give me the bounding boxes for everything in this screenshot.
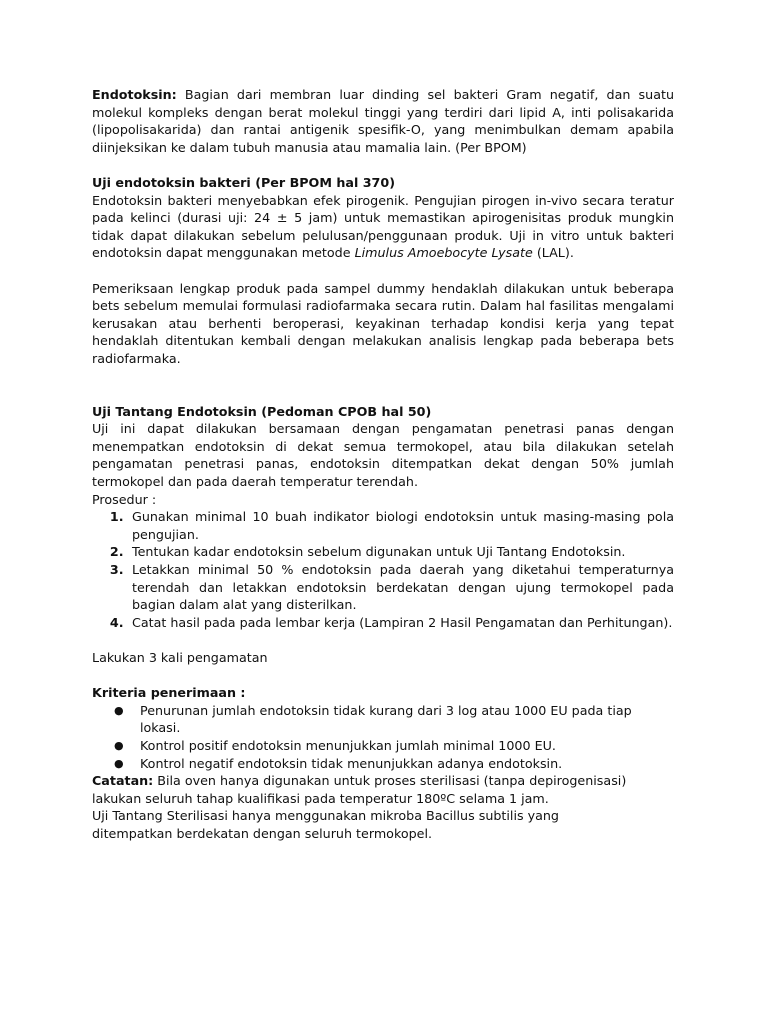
endotoksin-text: Bagian dari membran luar dinding sel bakteri Gram negatif, dan suatu molekul kompleks dengan berat molekul tinggi yang terdiri dari lipid A, inti polisakarida (lipopolisakarida) dan rantai antigenik spesifik-O, yang menimbulkan demam apabila diinjeksikan ke dalam tubuh manusia atau mamalia lain. (Per BPOM) <box>92 87 674 155</box>
endotoksin-definition <box>92 86 674 156</box>
uji-heading: Uji endotoksin bakteri (Per BPOM hal 370) <box>92 174 396 190</box>
kriteria-item-text: Penurunan jumlah endotoksin tidak kurang dari 3 log atau 1000 EU pada tiap lokasi. <box>140 702 632 736</box>
catatan-line-3: Uji Tantang Sterilisasi hanya menggunakan mikroba Bacillus subtilis yang <box>92 808 559 824</box>
kriteria-item-text: Kontrol positif endotoksin menunjukkan jumlah minimal 1000 EU. <box>140 737 556 753</box>
kriteria-item <box>114 737 674 755</box>
kriteria-list <box>92 702 674 772</box>
tantang-paragraph: Uji ini dapat dilakukan bersamaan dengan pengamatan penetrasi panas dengan menempatkan endotoksin di dekat semua termokopel, atau bila dilakukan setelah pengamatan penetrasi panas, endotoksin ditempatkan dekat dengan 50% jumlah termokopel dan pada daerah temperatur terendah. <box>92 421 674 490</box>
kriteria-item <box>114 755 674 773</box>
uji-paragraph <box>92 192 674 262</box>
kriteria-item-text: Kontrol negatif endotoksin tidak menunjukkan adanya endotoksin. <box>140 755 563 771</box>
bullet-icon: ● <box>114 738 124 752</box>
endotoksin-term: Endotoksin: <box>92 87 177 102</box>
kriteria-item <box>114 702 674 737</box>
prosedur-step: 2. Tentukan kadar endotoksin sebelum digunakan untuk Uji Tantang Endotoksin. <box>128 543 674 561</box>
prosedur-label: Prosedur : <box>92 491 157 507</box>
bullet-icon: ● <box>114 703 124 717</box>
catatan-label: Catatan: <box>92 773 154 789</box>
prosedur-step: 3. Letakkan minimal 50 % endotoksin pada daerah yang diketahui temperaturnya terendah dan letakkan endotoksin berdekatan dengan ujung termokopel pada bagian dalam alat yang disterilkan. <box>128 561 674 614</box>
pemeriksaan-paragraph: Pemeriksaan lengkap produk pada sampel dummy hendaklah dilakukan untuk beberapa bets sebelum memulai formulasi radiofarmaka secara rutin. Dalam hal fasilitas mengalami kerusakan atau berhenti beroperasi, keyakinan terhadap kondisi kerja yang tepat hendaklah ditentukan kembali dengan melakukan analisis lengkap pada beberapa bets radiofarmaka. <box>92 280 674 366</box>
uji-text-after: (LAL). <box>532 245 574 261</box>
document-page <box>92 86 674 843</box>
catatan-line-4: ditempatkan berdekatan dengan seluruh termokopel. <box>92 825 433 841</box>
uji-text-italic: Limulus Amoebocyte Lysate <box>354 245 533 261</box>
uji-text-before: Endotoksin bakteri menyebabkan efek pirogenik. Pengujian pirogen in-vivo secara teratur pada kelinci (durasi uji: 24 ± 5 jam) untuk memastikan apirogenisitas produk mungkin tidak dapat dilakukan sebelum pelulusan/penggunaan produk. Uji in vitro untuk bakteri endotoksin dapat menggunakan metode <box>92 192 674 261</box>
catatan-text: Bila oven hanya digunakan untuk proses sterilisasi (tanpa depirogenisasi) lakukan seluruh tahap kualifikasi pada temperatur 180ºC selama 1 jam. <box>92 773 627 806</box>
prosedur-list <box>92 508 674 631</box>
lakukan-line: Lakukan 3 kali pengamatan <box>92 650 268 665</box>
prosedur-step: 4. Catat hasil pada pada lembar kerja (Lampiran 2 Hasil Pengamatan dan Perhitungan). <box>128 614 674 632</box>
prosedur-step: 1. Gunakan minimal 10 buah indikator biologi endotoksin untuk masing-masing pola pengujian. <box>128 508 674 543</box>
tantang-heading: Uji Tantang Endotoksin (Pedoman CPOB hal 50) <box>92 403 432 419</box>
kriteria-heading: Kriteria penerimaan : <box>92 685 246 701</box>
catatan-paragraph <box>92 772 674 807</box>
bullet-icon: ● <box>114 756 124 770</box>
